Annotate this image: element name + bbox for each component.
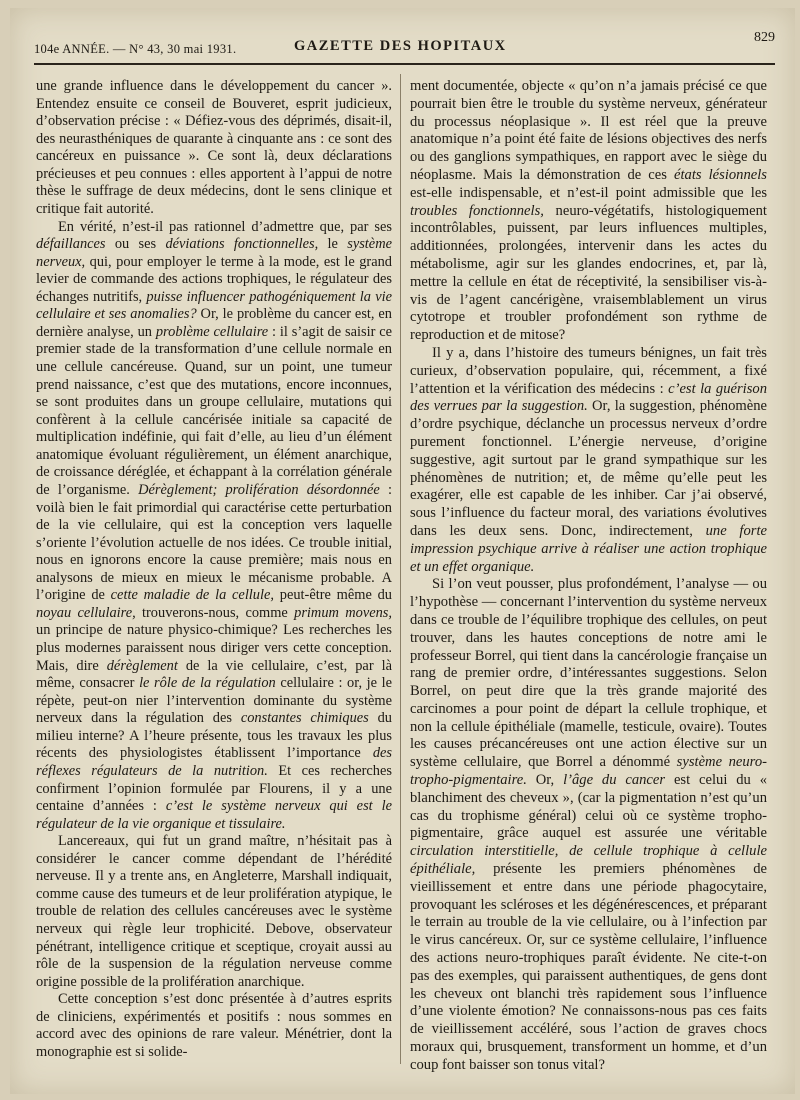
text-run: Il y a, dans l’histoire des tumeurs bénignes, un fait très curieux, d’observation populaire, qui, récemment, a fixé l’attention et la vérification des médecins : [410, 344, 767, 397]
italic-text: Dérèglement; prolifération désordonnée [138, 481, 380, 498]
text-run: Or, [526, 772, 564, 789]
text-run: ment documentée, objecte « qu’on n’a jamais précisé ce que pourrait bien être le trouble du système nerveux, générateur du processus néoplasique ». Il est réel que la preuve anatomique n’a point été faite de lésions objectives des nerfs ou des ganglions sympathiques, en rapport avec le siège du néoplasme. Mais la démonstration de ces [410, 78, 767, 183]
italic-text: c’est la guérison des verrues par la suggestion. [410, 380, 767, 415]
paragraph [36, 991, 392, 1061]
italic-text: dérèglement [106, 657, 178, 674]
italic-text: constantes chimiques [240, 710, 369, 727]
italic-text: défaillances [36, 236, 106, 253]
text-run: qui, pour employer le terme à la mode, est le grand levier de commande des actions trophiques, le régulateur des échanges nutritifs, [36, 253, 392, 305]
italic-text: états lésionnels [674, 166, 767, 183]
italic-text: des réflexes régulateurs de la nutrition. [36, 745, 392, 779]
newspaper-page [10, 8, 795, 1094]
italic-text: système neuro-tropho-pigmentaire. [410, 754, 767, 789]
column-divider [400, 74, 401, 1064]
italic-text: le rôle de la régulation [139, 675, 276, 692]
text-run: neuro-végétatifs, histologiquement incontrôlables, puissent, par leurs influences multiples, additionnées, prolongées, intervenir dans les actes du métabolisme, agir sur les glandes endocrines, et, par là, mettre la cellule en état de réceptivité, la sensibiliser vis-à-vis de l’agent cancérigène, vraisemblablement un virus cytotrope et troubler profondément son rythme de reproduction et de mitose? [410, 202, 767, 344]
left-column [36, 78, 392, 1062]
italic-text: l’âge du cancer [563, 772, 666, 789]
issue-line: 104e ANNÉE. — N° 43, 30 mai 1931. [34, 42, 237, 56]
italic-text: système nerveux, [36, 236, 392, 270]
text-run: cellulaire : or, je le répète, peut-on nier l’intervention dominante du système nerveux dans la régulation des [36, 675, 392, 727]
text-run: est celui du « blanchiment des cheveux », (car la pigmentation n’est qu’un cas du trophisme général) celui où ce système tropho-pigmentaire, grâce auquel est assurée une véritable [410, 772, 767, 842]
paragraph [36, 78, 392, 219]
text-run: une grande influence dans le développement du cancer ». Entendez ensuite ce conseil de Bouveret, esprit judicieux, d’observation précise : « Défiez-vous des déprimés, disait-il, des neurasthéniques de quarante à cinquante ans : ce sont des cancéreux en puissance ». Ce sont là, deux déclarations précieuses et peu connues : elles apportent à l’appui de notre thèse le suffrage de deux médecins, dont le sens clinique et critique fait autorité. [36, 78, 392, 217]
paragraph [36, 219, 392, 834]
text-run: : voilà bien le fait primordial qui caractérise cette perturbation de la vie cellulaire, qui est la conception vers laquelle s’oriente l’évolution actuelle de nos idées. Ce trouble initial, nous en ignorons encore la cause première; mais nous en analysons de mieux en mieux le mécanisme probable. A l’origine de [36, 481, 392, 604]
italic-text: troubles fonctionnels, [410, 202, 544, 219]
right-column [410, 78, 767, 1075]
paragraph [410, 78, 767, 345]
italic-text: cette maladie de la cellule, [110, 587, 274, 604]
header-rule [34, 63, 775, 65]
text-run: Or, le problème du cancer est, en dernière analyse, un [36, 306, 393, 340]
italic-text: c’est le système nerveux qui est le régulateur de la vie organique et tissulaire. [36, 798, 392, 832]
italic-text: problème cellulaire [155, 323, 269, 340]
text-run: du milieu interne? A l’heure présente, tous les travaux les plus récents des physiologistes établissent l’importance [36, 710, 392, 762]
italic-text: puisse influencer pathogéniquement la vie cellulaire et ses anomalies? [36, 288, 392, 323]
text-run: peut-être même du [274, 587, 392, 604]
journal-title: GAZETTE DES HOPITAUX [294, 38, 507, 54]
text-run: présente les premiers phénomènes de vieillissement et entre dans une période phagocytaire, provoquant les scléroses et les dégénérescences, et préparant le terrain au trouble de la vie cellulaire, ou à l’infection par le virus cancéreux. Or, sur ce système cellulaire, l’influence des actions neuro-trophiques paraît évidente. Ne cite-t-on pas des exemples, qui paraissent authentiques, de gens dont les cheveux ont blanchi très rapidement sous l’influence d’une violente émotion? Ne connaissons-nous pas ces faits de vieillissement accéléré, sous l’action de graves chocs moraux qui, brusquement, transforment un homme, et d’un coup font baisser son tonus vital? [410, 861, 767, 1073]
paragraph [410, 345, 767, 576]
text-run: trouverons-nous, comme [135, 604, 295, 621]
text-run: Cette conception s’est donc présentée à d’autres esprits de cliniciens, expérimentés et positifs : nous sommes en accord avec des opinions de rare valeur. Ménétrier, dont la monographie est si solide- [36, 991, 392, 1060]
paragraph [410, 576, 767, 1074]
page-number: 829 [754, 30, 775, 45]
italic-text: déviations fonctionnelles, [165, 236, 319, 253]
text-run: : il s’agit de saisir ce premier stade de la transformation d’une cellule normale en une cellule cancéreuse. Quand, sur un point, une tumeur prend naissance, c’est que des mutations, encore inconnues, se sont produites dans un groupe cellulaire, mutations qui confèrent à la cellule cancérisée initiale sa capacité de multiplication indéfinie, qui fait d’elle, au lieu d’un élément anatomique évoluant régulièrement, un élément anarchique, de croissance déréglée, et échappant à la corrélation générale de l’organisme. [36, 323, 392, 498]
text-run: un principe de nature physico-chimique? Les recherches les plus modernes paraissent nous diriger vers cette conception. Mais, dire [36, 622, 392, 674]
text-run: est-elle indispensable, et n’est-il point admissible que les [410, 184, 767, 201]
text-run: de la vie cellulaire, c’est, par là même, consacrer [36, 657, 392, 692]
italic-text: une forte impression psychique arrive à réaliser une action trophique et un effet organique. [410, 522, 767, 575]
text-run: Lancereaux, qui fut un grand maître, n’hésitait pas à considérer le cancer comme dépendant de l’hérédité nerveuse. Il y a trente ans, en Angleterre, Marshall indiquait, comme cause des tumeurs et de leur prolifération atypique, le trouble de relation des cellules cancéreuses avec le système nerveux qui règle leur trophicité. Debove, observateur pénétrant, intelligence critique et sceptique, croyait aussi au rôle de la suspension de la régulation nerveuse comme origine possible de la prolifération anarchique. [36, 833, 392, 990]
page-header [34, 30, 775, 60]
italic-text: primum movens, [294, 604, 392, 621]
text-run: En vérité, n’est-il pas rationnel d’admettre que, par ses [58, 218, 392, 235]
text-run: Et ces recherches confirment l’opinion formulée par Flourens, il y a une centaine d’années : [36, 762, 392, 815]
text-run: le [318, 236, 348, 253]
text-run: Or, la suggestion, phénomène d’ordre psychique, déclanche un processus nerveux d’ordre purement fonctionnel. L’énergie nerveuse, d’origine suggestive, agit surtout par le grand sympathique sur les phénomènes de nutrition; et, de même qu’elle peut les exagérer, elle est capable de les inhiber. Car j’ai observé, sous l’influence du facteur moral, des variations évolutives dans les deux sens. Donc, indirectement, [410, 398, 767, 539]
italic-text: noyau cellulaire, [36, 604, 136, 621]
text-run: Si l’on veut pousser, plus profondément, l’analyse — ou l’hypothèse — concernant l’intervention du système nerveux dans ce trouble de l’équilibre trophique des cellules, on peut trouver, dans les hautes conceptions de notre ami le professeur Borrel, qui tient dans la cancérologie française un rang de premier ordre, d’intéressantes suggestions. Selon Borrel, on peut dire que la très grande majorité des carcinomes a pour point de départ la cellule trophique, et non la cellule épithéliale (mamelle, testicule, ovaire). Toutes les causes précancéreuses ont une action élective sur un système cellulaire, que Borrel a dénommé [410, 576, 767, 771]
text-run: ou ses [105, 236, 166, 253]
paragraph [36, 833, 392, 991]
italic-text: circulation interstitielle, de cellule trophique à cellule épithéliale, [410, 843, 767, 878]
